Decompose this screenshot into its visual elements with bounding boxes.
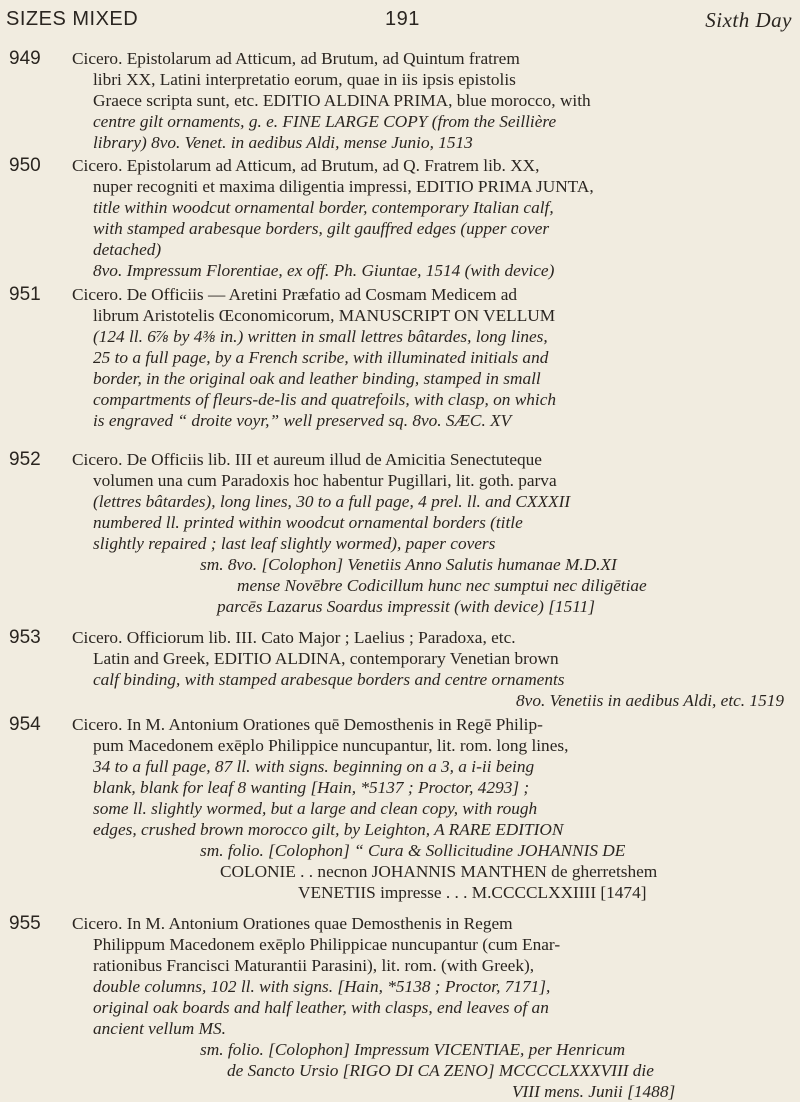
entry-line: (124 ll. 6⅞ by 4⅜ in.) written in small lettres bâtardes, long lines, xyxy=(93,327,548,346)
entry-line: COLONIE . . necnon JOHANNIS MANTHEN de gherretshem xyxy=(220,862,658,881)
entry-line: Cicero. Epistolarum ad Atticum, ad Brutum, ad Quintum fratrem xyxy=(72,49,520,68)
lot-number: 952 xyxy=(9,449,41,470)
entry-line: Graece scripta sunt, etc. EDITIO ALDINA PRIMA, blue morocco, with xyxy=(93,91,591,110)
lot-number: 950 xyxy=(9,155,41,176)
entry-line: border, in the original oak and leather binding, stamped in small xyxy=(93,369,541,388)
entry-line: Cicero. In M. Antonium Orationes quae Demosthenis in Regem xyxy=(72,914,513,933)
entry-line: Cicero. Officiorum lib. III. Cato Major ; Laelius ; Paradoxa, etc. xyxy=(72,628,516,647)
page-header xyxy=(0,8,800,38)
entry-line: title within woodcut ornamental border, contemporary Italian calf, xyxy=(93,198,554,217)
lot-description xyxy=(72,284,784,431)
entry-line: original oak boards and half leather, with clasps, end leaves of an xyxy=(93,998,549,1017)
lot-number: 953 xyxy=(9,627,41,648)
entry-line: 25 to a full page, by a French scribe, with illuminated initials and xyxy=(93,348,549,367)
entry-line: edges, crushed brown morocco gilt, by Leighton, A RARE EDITION xyxy=(93,820,564,839)
header-section-label: SIZES MIXED xyxy=(6,8,139,30)
entry-line: de Sancto Ursio [RIGO DI CA ZENO] MCCCCLXXXVIII die xyxy=(227,1061,654,1080)
lot-description xyxy=(72,48,784,153)
entry-line: nuper recogniti et maxima diligentia impressi, EDITIO PRIMA JUNTA, xyxy=(93,177,594,196)
entry-line: some ll. slightly wormed, but a large and clean copy, with rough xyxy=(93,799,538,818)
entry-line: parcēs Lazarus Soardus impressit (with device) [1511] xyxy=(217,597,595,616)
entry-line: 34 to a full page, 87 ll. with signs. beginning on a 3, a i-ii being xyxy=(93,757,535,776)
lot-description xyxy=(72,714,784,903)
entry-line: pum Macedonem exēplo Philippice nuncupantur, lit. rom. long lines, xyxy=(93,736,569,755)
entry-line: rationibus Francisci Maturantii Parasini), lit. rom. (with Greek), xyxy=(93,956,535,975)
lot-description xyxy=(72,627,784,711)
lot-number: 955 xyxy=(9,913,41,934)
page-number: 191 xyxy=(385,8,420,30)
entry-line: (lettres bâtardes), long lines, 30 to a full page, 4 prel. ll. and CXXXII xyxy=(93,492,571,511)
entry-line: sm. 8vo. [Colophon] Venetiis Anno Salutis humanae M.D.XI xyxy=(200,555,617,574)
entry-line: Philippum Macedonem exēplo Philippicae nuncupantur (cum Enar- xyxy=(93,935,561,954)
entry-line: double columns, 102 ll. with signs. [Hain, *5138 ; Proctor, 7171], xyxy=(93,977,551,996)
entry-line: VIII mens. Junii [1488] xyxy=(512,1082,676,1101)
lot-number: 954 xyxy=(9,714,41,735)
entry-line: slightly repaired ; last leaf slightly wormed), paper covers xyxy=(93,534,496,553)
entry-line: is engraved “ droite voyr,” well preserved sq. 8vo. SÆC. XV xyxy=(93,411,512,430)
entry-line: Latin and Greek, EDITIO ALDINA, contemporary Venetian brown xyxy=(93,649,559,668)
lot-description xyxy=(72,913,784,1102)
entry-line: library) 8vo. Venet. in aedibus Aldi, mense Junio, 1513 xyxy=(93,133,473,152)
entry-line: sm. folio. [Colophon] “ Cura & Sollicitudine JOHANNIS DE xyxy=(200,841,626,860)
entry-line: 8vo. Venetiis in aedibus Aldi, etc. 1519 xyxy=(516,691,784,710)
entry-line: VENETIIS impresse . . . M.CCCCLXXIIII [1474] xyxy=(298,883,647,902)
entry-line: mense Novēbre Codicillum hunc nec sumptui nec diligētiae xyxy=(237,576,647,595)
entry-line: ancient vellum MS. xyxy=(93,1019,226,1038)
entry-line: Cicero. De Officiis lib. III et aureum illud de Amicitia Senectuteque xyxy=(72,450,542,469)
entry-line: Cicero. De Officiis — Aretini Præfatio ad Cosmam Medicem ad xyxy=(72,285,518,304)
entry-line: Cicero. In M. Antonium Orationes quē Demosthenis in Regē Philip- xyxy=(72,715,543,734)
entry-line: 8vo. Impressum Florentiae, ex off. Ph. Giuntae, 1514 (with device) xyxy=(93,261,555,280)
entry-line: calf binding, with stamped arabesque borders and centre ornaments xyxy=(93,670,565,689)
entry-line: blank, blank for leaf 8 wanting [Hain, *5137 ; Proctor, 4293] ; xyxy=(93,778,530,797)
entry-line: librum Aristotelis Œconomicorum, MANUSCRIPT ON VELLUM xyxy=(93,306,556,325)
lot-number: 951 xyxy=(9,284,41,305)
entry-line: with stamped arabesque borders, gilt gauffred edges (upper cover xyxy=(93,219,550,238)
lot-description xyxy=(72,155,784,281)
header-day-label: Sixth Day xyxy=(705,8,792,32)
entry-line: centre gilt ornaments, g. e. FINE LARGE COPY (from the Seillière xyxy=(93,112,557,131)
entry-line: volumen una cum Paradoxis hoc habentur Pugillari, lit. goth. parva xyxy=(93,471,557,490)
entry-line: numbered ll. printed within woodcut ornamental borders (title xyxy=(93,513,523,532)
entry-line: compartments of fleurs-de-lis and quatrefoils, with clasp, on which xyxy=(93,390,557,409)
entry-line: libri XX, Latini interpretatio eorum, quae in iis ipsis epistolis xyxy=(93,70,516,89)
entry-line: sm. folio. [Colophon] Impressum VICENTIAE, per Henricum xyxy=(200,1040,626,1059)
entry-line: detached) xyxy=(93,240,162,259)
lot-description xyxy=(72,449,784,617)
lot-number: 949 xyxy=(9,48,41,69)
entry-line: Cicero. Epistolarum ad Atticum, ad Brutum, ad Q. Fratrem lib. XX, xyxy=(72,156,540,175)
